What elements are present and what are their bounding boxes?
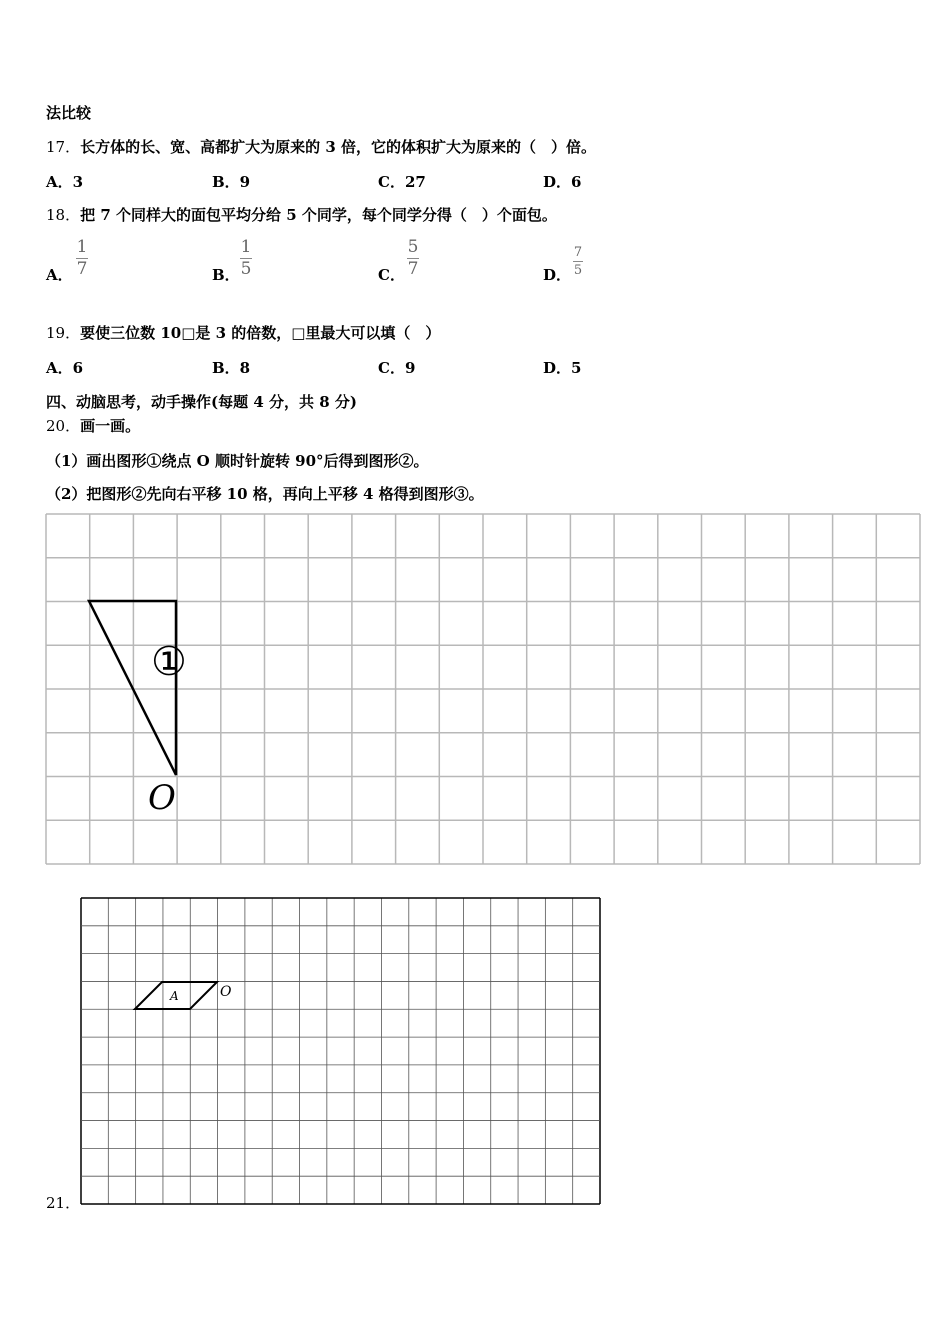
shape-a-label: A xyxy=(170,989,179,1003)
q17-option-a: A．3 xyxy=(46,173,84,191)
q18-option-c-fraction xyxy=(407,238,419,279)
figure-1-label: ① xyxy=(151,639,187,685)
question-17-number: 17． xyxy=(46,138,81,156)
question-17-text: 长方体的长、宽、高都扩大为原来的 3 倍，它的体积扩大为原来的（ ）倍。 xyxy=(80,138,596,156)
question-17 xyxy=(46,136,596,157)
q17-option-d: D．6 xyxy=(543,173,582,191)
q18-option-c-label: C． xyxy=(378,266,405,284)
fraction-denominator: 7 xyxy=(407,259,419,279)
q19-option-d: D．5 xyxy=(543,359,582,377)
question-21-number: 21． xyxy=(46,1194,81,1212)
point-o-label: O xyxy=(148,778,176,818)
top-fragment: 法比较 xyxy=(46,104,92,122)
point-o-label: O xyxy=(220,984,232,1000)
q18-option-a-fraction xyxy=(76,238,88,279)
question-20 xyxy=(46,415,140,436)
section-4-title: 四、动脑思考，动手操作(每题 4 分，共 8 分) xyxy=(46,393,357,411)
question-20-text: 画一画。 xyxy=(80,417,141,435)
q21-grid-lines xyxy=(81,898,600,1204)
q18-option-b-fraction xyxy=(240,238,252,279)
question-20-sub-2: （2）把图形②先向右平移 10 格，再向上平移 4 格得到图形③。 xyxy=(46,485,484,503)
q19-option-b: B．8 xyxy=(212,359,251,377)
fraction-denominator: 5 xyxy=(573,263,583,278)
fraction-numerator: 7 xyxy=(573,245,583,260)
fraction-bar xyxy=(573,261,583,262)
q18-option-d-fraction xyxy=(573,245,583,278)
question-18 xyxy=(46,204,557,225)
question-20-sub-1: （1）画出图形①绕点 O 顺时针旋转 90°后得到图形②。 xyxy=(46,452,429,470)
triangle-figure-1 xyxy=(89,601,176,775)
q18-option-b-label: B． xyxy=(212,266,240,284)
q17-option-b: B．9 xyxy=(212,173,251,191)
question-19-number: 19． xyxy=(46,324,81,342)
fraction-numerator: 1 xyxy=(240,237,252,257)
fraction-numerator: 1 xyxy=(76,237,88,257)
q20-grid-figure xyxy=(45,513,921,865)
fraction-numerator: 5 xyxy=(407,237,419,257)
question-18-number: 18． xyxy=(46,206,81,224)
q19-option-a: A．6 xyxy=(46,359,84,377)
question-18-text: 把 7 个同样大的面包平均分给 5 个同学，每个同学分得（ ）个面包。 xyxy=(80,206,557,224)
q21-grid-figure xyxy=(80,897,602,1206)
q19-option-c: C．9 xyxy=(378,359,416,377)
q18-option-d-label: D． xyxy=(543,266,572,284)
q17-option-c: C．27 xyxy=(378,173,426,191)
question-20-number: 20． xyxy=(46,417,81,435)
question-19-text: 要使三位数 10□是 3 的倍数，□里最大可以填（ ） xyxy=(80,324,441,342)
question-19 xyxy=(46,322,440,343)
q18-option-a-label: A． xyxy=(46,266,73,284)
fraction-denominator: 7 xyxy=(76,259,88,279)
fraction-denominator: 5 xyxy=(240,259,252,279)
